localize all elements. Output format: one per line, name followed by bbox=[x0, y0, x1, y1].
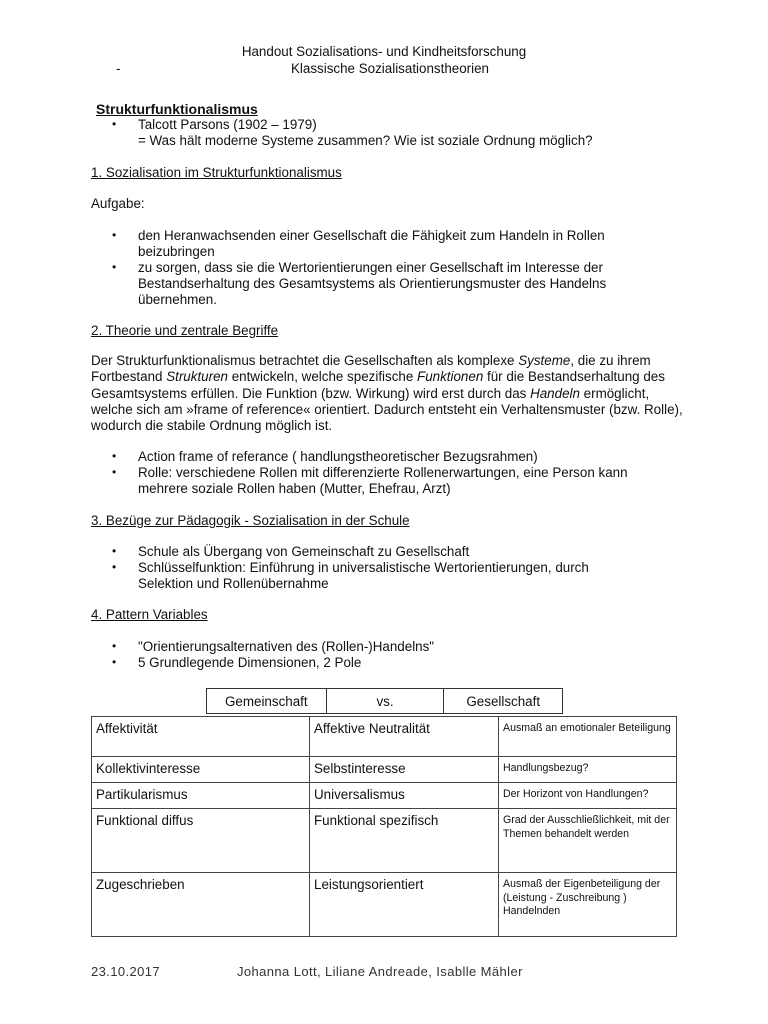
dimensions-table bbox=[91, 716, 677, 937]
dimension-description: Ausmaß an emotionaler Beteiligung bbox=[499, 717, 677, 757]
heading-theorie: 2. Theorie und zentrale Begriffe bbox=[91, 323, 279, 338]
bullet-icon: • bbox=[112, 560, 117, 574]
document-title-line2: Klassische Sozialisationstheorien bbox=[291, 61, 489, 76]
theory-paragraph: Der Strukturfunktionalismus betrachtet die Gesellschaften als komplexe Systeme, die zu ihrem Fortbestand Strukturen entwickeln, welche spezifische Funktionen für die Bestandserhaltung des Gesamtsystems erfüllen. Die Funktion (bzw. Wirkung) wird erst durch das Handeln ermöglicht, welche sich am »frame of reference« orientiert. Dadurch entsteht ein Verhaltensmuster (bzw. Rolle), wodurch die stabile Ordnung möglich ist. bbox=[91, 353, 683, 434]
dimension-description: Ausmaß der Eigenbeteiligung der (Leistung - Zuschreibung ) Handelnden bbox=[499, 873, 677, 937]
table-row bbox=[92, 717, 677, 757]
list-item: Rolle: verschiedene Rollen mit differenzierte Rollenerwartungen, eine Person kann mehrere soziale Rollen haben (Mutter, Ehefrau, Arzt) bbox=[138, 465, 628, 496]
table-row bbox=[92, 873, 677, 937]
table-row bbox=[92, 809, 677, 873]
intro-line-1: Talcott Parsons (1902 – 1979) bbox=[138, 117, 317, 132]
dimension-cell: Affektive Neutralität bbox=[310, 717, 499, 757]
dimension-cell: Selbstinteresse bbox=[310, 757, 499, 783]
section-title: Strukturfunktionalismus bbox=[96, 101, 258, 117]
intro-line-2: = Was hält moderne Systeme zusammen? Wie ist soziale Ordnung möglich? bbox=[138, 133, 593, 148]
dimension-cell: Leistungsorientiert bbox=[310, 873, 499, 937]
bullet-icon: • bbox=[112, 655, 117, 669]
dimension-cell: Funktional diffus bbox=[92, 809, 310, 873]
bullet-icon: • bbox=[112, 260, 117, 274]
table-row bbox=[92, 783, 677, 809]
list-item: zu sorgen, dass sie die Wertorientierungen einer Gesellschaft im Interesse der Bestandserhaltung des Gesamtsystems als Orientierungsmuster des Handelns übernehmen. bbox=[138, 260, 607, 307]
bullet-icon: • bbox=[112, 117, 117, 131]
table-row bbox=[92, 757, 677, 783]
pole-vs: vs. bbox=[326, 689, 444, 714]
dimension-description: Der Horizont von Handlungen? bbox=[499, 783, 677, 809]
dimension-description: Handlungsbezug? bbox=[499, 757, 677, 783]
poles-table bbox=[206, 688, 563, 714]
list-item: 5 Grundlegende Dimensionen, 2 Pole bbox=[138, 655, 362, 670]
list-item: "Orientierungsalternativen des (Rollen-)Handelns" bbox=[138, 639, 435, 654]
dimension-cell: Kollektivinteresse bbox=[92, 757, 310, 783]
bullet-icon: • bbox=[112, 544, 117, 558]
dimension-cell: Affektivität bbox=[92, 717, 310, 757]
bullet-icon: • bbox=[112, 228, 117, 242]
aufgabe-label: Aufgabe: bbox=[91, 196, 145, 211]
list-item: Schlüsselfunktion: Einführung in universalistische Wertorientierungen, durch Selektion und Rollenübernahme bbox=[138, 560, 589, 591]
dimension-cell: Partikularismus bbox=[92, 783, 310, 809]
bullet-icon: • bbox=[112, 449, 117, 463]
list-item: Action frame of referance ( handlungstheoretischer Bezugsrahmen) bbox=[138, 449, 538, 464]
dimension-description: Grad der Ausschließlichkeit, mit der Themen behandelt werden bbox=[499, 809, 677, 873]
heading-paedagogik: 3. Bezüge zur Pädagogik - Sozialisation in der Schule bbox=[91, 513, 410, 528]
dimension-cell: Funktional spezifisch bbox=[310, 809, 499, 873]
pole-gesellschaft: Gesellschaft bbox=[444, 689, 563, 714]
footer-date: 23.10.2017 bbox=[91, 964, 161, 979]
pole-gemeinschaft: Gemeinschaft bbox=[207, 689, 327, 714]
bullet-icon: • bbox=[112, 465, 117, 479]
list-item: den Heranwachsenden einer Gesellschaft die Fähigkeit zum Handeln in Rollen beizubringen bbox=[138, 228, 605, 259]
bullet-icon: • bbox=[112, 639, 117, 653]
dimension-cell: Zugeschrieben bbox=[92, 873, 310, 937]
footer-authors: Johanna Lott, Liliane Andreade, Isablle Mähler bbox=[237, 964, 523, 979]
heading-pattern-variables: 4. Pattern Variables bbox=[91, 607, 208, 622]
document-title-line1: Handout Sozialisations- und Kindheitsforschung bbox=[241, 44, 527, 59]
header-dash: - bbox=[116, 61, 121, 76]
heading-sozialisation: 1. Sozialisation im Strukturfunktionalismus bbox=[91, 165, 342, 180]
list-item: Schule als Übergang von Gemeinschaft zu Gesellschaft bbox=[138, 544, 470, 559]
dimension-cell: Universalismus bbox=[310, 783, 499, 809]
